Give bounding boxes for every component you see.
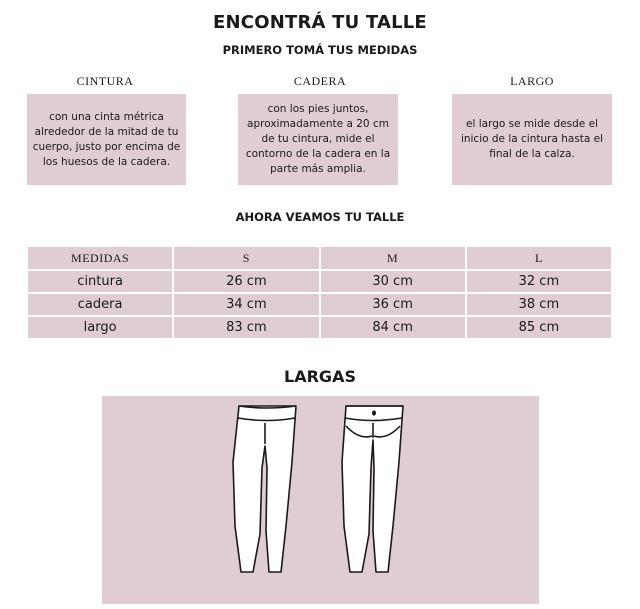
cell-largo-l: 85 cm: [466, 316, 612, 339]
page-title: ENCONTRÁ TU TALLE: [213, 12, 427, 33]
cell-cadera-m: 36 cm: [320, 293, 466, 316]
size-table-header-row: [27, 246, 612, 270]
row-label-largo: largo: [27, 316, 173, 339]
cell-cadera-l: 38 cm: [466, 293, 612, 316]
cintura-instructions-box: [27, 94, 186, 185]
header-size-s: S: [173, 246, 319, 270]
row-label-cadera: cadera: [27, 293, 173, 316]
size-table-title: AHORA VEAMOS TU TALLE: [235, 210, 405, 224]
header-size-l: L: [466, 246, 612, 270]
header-size-m: M: [320, 246, 466, 270]
cell-cintura-s: 26 cm: [173, 270, 319, 293]
measure-instructions-title: PRIMERO TOMÁ TUS MEDIDAS: [222, 43, 418, 57]
cell-cintura-m: 30 cm: [320, 270, 466, 293]
cadera-instructions-text: con los pies juntos, aproximadamente a 20 cm de tu cintura, mide el contorno de la cadera en la parte más amplia.: [245, 103, 391, 175]
product-title: LARGAS: [284, 367, 356, 386]
size-table: [26, 245, 613, 340]
leggings-front-icon: [233, 406, 296, 572]
label-cadera: CADERA: [293, 74, 347, 88]
row-label-cintura: cintura: [27, 270, 173, 293]
header-medidas: MEDIDAS: [27, 246, 173, 270]
cell-largo-m: 84 cm: [320, 316, 466, 339]
cell-largo-s: 83 cm: [173, 316, 319, 339]
table-row: [27, 293, 612, 316]
table-row: [27, 270, 612, 293]
cadera-instructions-box: [238, 94, 398, 185]
leggings-back-icon: [342, 406, 403, 572]
label-largo: LARGO: [510, 74, 554, 88]
table-row: [27, 316, 612, 339]
cell-cintura-l: 32 cm: [466, 270, 612, 293]
largo-instructions-text: el largo se mide desde el inicio de la cintura hasta el final de la calza.: [460, 118, 604, 160]
cell-cadera-s: 34 cm: [173, 293, 319, 316]
cintura-instructions-text: con una cinta métrica alrededor de la mitad de tu cuerpo, justo por encima de los huesos de la cadera.: [32, 110, 181, 168]
largo-instructions-box: [452, 94, 612, 185]
label-cintura: CINTURA: [76, 74, 134, 88]
leggings-illustration-panel: [102, 396, 539, 604]
